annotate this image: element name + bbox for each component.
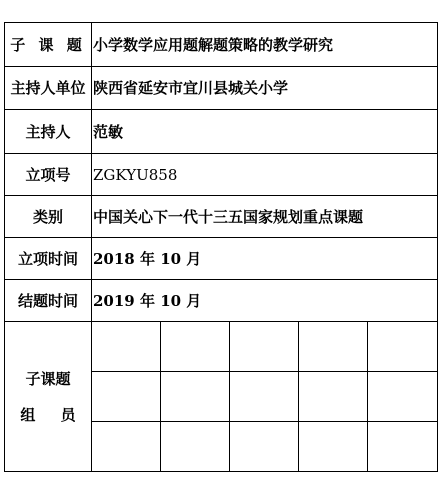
row-category: [5, 196, 438, 238]
label-project-number: 立项号: [5, 154, 92, 196]
member-cell: [161, 372, 230, 422]
row-host: [5, 110, 438, 154]
member-cell: [299, 322, 368, 372]
row-project-number: [5, 154, 438, 196]
label-host-unit: 主持人单位: [5, 67, 92, 110]
label-members-line1: 子课题: [25, 369, 71, 388]
member-cell: [161, 422, 230, 472]
value-subtopic: 小学数学应用题解题策略的教学研究: [92, 23, 438, 67]
value-project-number: ZGKYU858: [92, 154, 438, 196]
label-host: 主持人: [5, 110, 92, 154]
member-cell: [92, 422, 161, 472]
row-completion-date: [5, 280, 438, 322]
member-cell: [299, 422, 368, 472]
member-cell: [299, 372, 368, 422]
label-subtopic: 子 课 题: [5, 23, 92, 67]
row-subtopic: [5, 23, 438, 67]
member-cell: [230, 422, 299, 472]
label-category: 类别: [5, 196, 92, 238]
member-cell: [230, 322, 299, 372]
value-category: 中国关心下一代十三五国家规划重点课题: [92, 196, 438, 238]
member-cell: [92, 372, 161, 422]
member-cell: [92, 322, 161, 372]
label-members: [5, 322, 92, 472]
value-host: 范敏: [92, 110, 438, 154]
member-cell: [368, 372, 438, 422]
value-host-unit: 陕西省延安市宜川县城关小学: [92, 67, 438, 110]
member-cell: [230, 372, 299, 422]
row-host-unit: [5, 67, 438, 110]
label-approval-date: 立项时间: [5, 238, 92, 280]
label-members-line2: 组 员: [20, 405, 86, 424]
project-info-table: [4, 22, 438, 472]
value-completion-date: 2019 年 10 月: [92, 280, 438, 322]
member-row: [5, 322, 438, 372]
label-completion-date: 结题时间: [5, 280, 92, 322]
value-approval-date: 2018 年 10 月: [92, 238, 438, 280]
row-approval-date: [5, 238, 438, 280]
member-cell: [161, 322, 230, 372]
member-cell: [368, 322, 438, 372]
member-cell: [368, 422, 438, 472]
